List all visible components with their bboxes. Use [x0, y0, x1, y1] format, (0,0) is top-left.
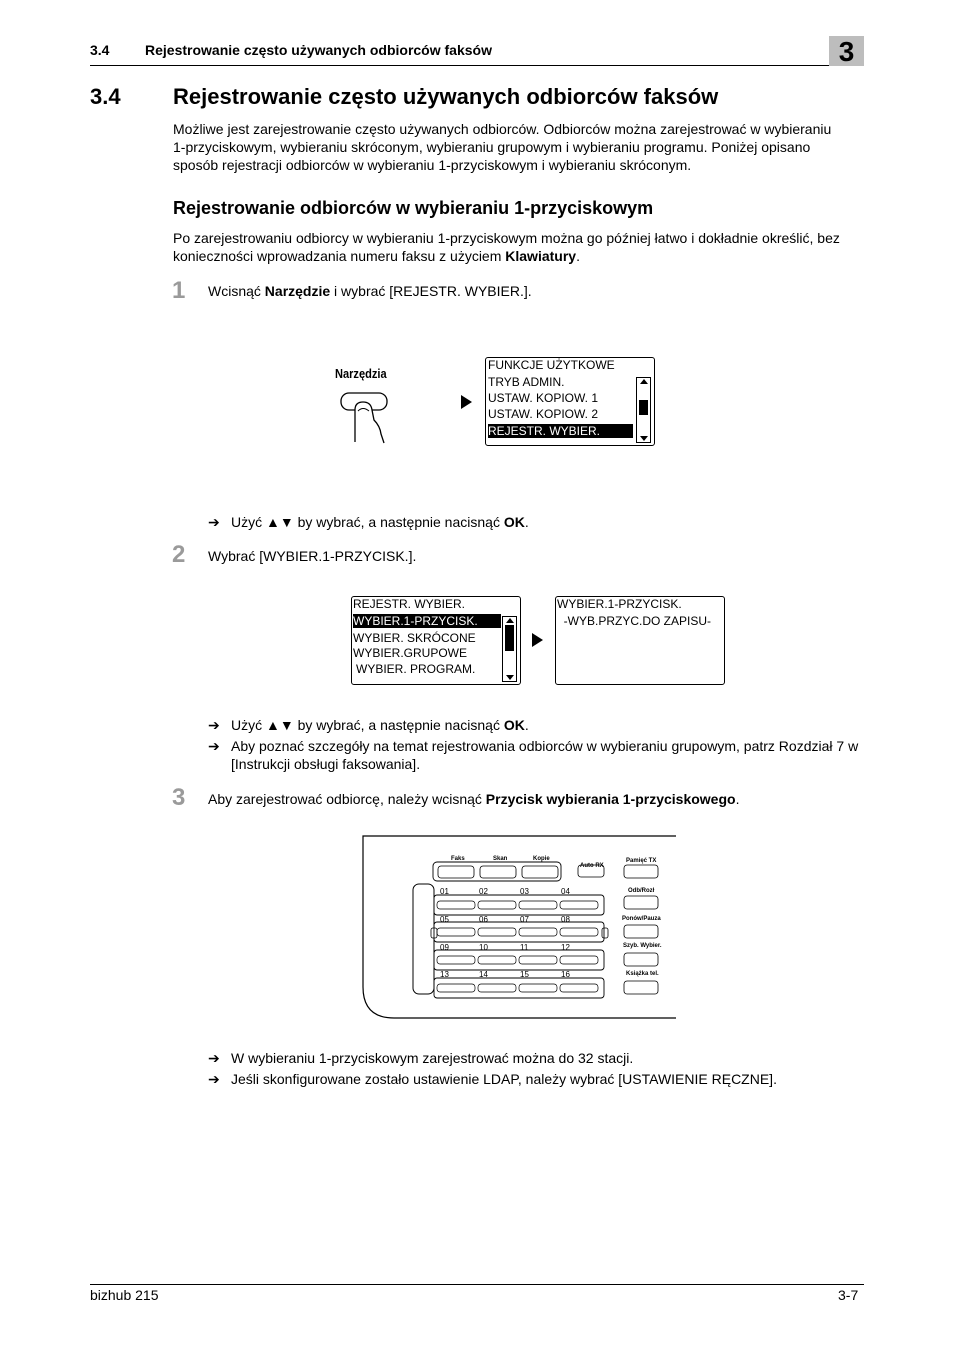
step-text-2: Wybrać [WYBIER.1-PRZYCISK.].: [208, 548, 417, 564]
memory-tx-label: Pamięć TX: [626, 858, 657, 864]
text-run: Użyć ▲▼ by wybrać, a następnie nacisnąć: [231, 514, 504, 530]
keyword-one-touch-key: Przycisk wybierania 1-przyciskowego: [485, 791, 736, 807]
one-touch-key-15[interactable]: 15: [520, 970, 529, 979]
keyword-ok: OK: [503, 717, 525, 733]
text-run: Wcisnąć: [208, 283, 265, 299]
scroll-thumb: [505, 625, 514, 651]
intro-line: Możliwe jest zarejestrowanie często używanych odbiorców. Odbiorców można zarejestrować w wybieraniu: [173, 121, 832, 137]
footer-product: bizhub 215: [90, 1287, 159, 1303]
arrow-right-icon: [532, 633, 543, 647]
section-title: Rejestrowanie często używanych odbiorców faksów: [173, 84, 719, 109]
lcd-line: WYBIER. SKRÓCONE: [353, 631, 476, 645]
step-number-3: 3: [172, 784, 186, 811]
one-touch-key-01[interactable]: 01: [440, 887, 449, 896]
note-3: [208, 737, 863, 773]
mode-label-fax: Faks: [451, 856, 465, 862]
lcd-line: USTAW. KOPIOW. 2: [488, 407, 599, 421]
scroll-up-icon: [506, 618, 514, 623]
header-rule: [90, 65, 864, 66]
scroll-thumb: [639, 400, 648, 415]
lcd-scrollbar: [502, 616, 517, 682]
mode-label-copy: Kopie: [533, 856, 550, 862]
lcd-line: FUNKCJE UŻYTKOWE: [488, 358, 615, 372]
note-4: [208, 1049, 863, 1067]
lcd-line: WYBIER.GRUPOWE: [353, 646, 468, 660]
step-number-2: 2: [172, 541, 186, 568]
one-touch-key-12[interactable]: 12: [561, 943, 570, 952]
lcd-screen-utilities: [485, 357, 655, 446]
one-touch-key-04[interactable]: 04: [561, 887, 570, 896]
lcd-screen-one-touch: [555, 596, 725, 685]
mode-label-scan: Skan: [493, 856, 508, 862]
one-touch-key-16[interactable]: 16: [561, 970, 570, 979]
lcd-line: WYBIER. PROGRAM.: [356, 662, 476, 676]
on-hook-label: Odb/Rozł: [628, 888, 655, 894]
lcd-scrollbar: [636, 377, 651, 443]
arrow-icon: ➔: [208, 717, 220, 733]
arrow-icon: ➔: [208, 738, 220, 754]
arrow-icon: ➔: [208, 1071, 220, 1087]
footer-page-number: 3-7: [838, 1287, 859, 1303]
scroll-down-icon: [640, 436, 648, 441]
one-touch-key-05[interactable]: 05: [440, 915, 449, 924]
intro-line: sposób rejestracji odbiorców w wybieraniu 1-przyciskowym i wybieraniu skróconym.: [173, 157, 692, 173]
lcd-selected-line: WYBIER.1-PRZYCISK.: [353, 614, 501, 628]
scroll-down-icon: [506, 675, 514, 680]
intro-line: 1-przyciskowym, wybieraniu skróconym, wybieraniu grupowym i wybieraniu programu. Poniżej opisano: [173, 139, 811, 155]
finger-press-icon: [338, 386, 398, 448]
auto-rx-label: Auto RX: [580, 863, 604, 869]
arrow-icon: ➔: [208, 1050, 220, 1066]
subsection-line: [173, 247, 863, 265]
one-touch-key-11[interactable]: 11: [520, 943, 529, 952]
one-touch-key-03[interactable]: 03: [520, 887, 529, 896]
one-touch-key-10[interactable]: 10: [479, 943, 488, 952]
one-touch-key-09[interactable]: 09: [440, 943, 449, 952]
subsection-paragraph: [173, 229, 863, 265]
control-panel-figure: [362, 835, 678, 1020]
text-run: i wybrać [REJESTR. WYBIER.].: [330, 283, 532, 299]
text-run: .: [735, 791, 740, 807]
arrow-icon: ➔: [208, 514, 220, 530]
one-touch-key-14[interactable]: 14: [479, 970, 488, 979]
speed-dial-label: Szyb. Wybier.: [623, 943, 662, 949]
lcd-line: USTAW. KOPIOW. 1: [488, 391, 599, 405]
lcd-line: REJESTR. WYBIER.: [353, 597, 466, 611]
note-text: [208, 513, 863, 531]
one-touch-key-07[interactable]: 07: [520, 915, 529, 924]
note-text: Jeśli skonfigurowane zostało ustawienie LDAP, należy wybrać [USTAWIENIE RĘCZNE].: [231, 1071, 777, 1087]
one-touch-key-08[interactable]: 08: [561, 915, 570, 924]
lcd-line: -WYB.PRZYC.DO ZAPISU-: [557, 614, 712, 628]
arrow-right-icon: [461, 395, 472, 409]
redial-pause-label: Ponów/Pauza: [622, 916, 661, 922]
keyword-narzedzie: Narzędzie: [264, 283, 331, 299]
text-run: konieczności wprowadzania numeru faksu z użyciem: [173, 248, 506, 264]
keyword-klawiatury: Klawiatury: [505, 248, 577, 264]
text-run: Użyć ▲▼ by wybrać, a następnie nacisnąć: [231, 717, 504, 733]
tools-key-label: Narzędzia: [335, 366, 387, 381]
step-number-1: 1: [172, 277, 186, 304]
lcd-line: WYBIER.1-PRZYCISK.: [557, 597, 682, 611]
text-run: .: [524, 717, 529, 733]
note-5: [208, 1070, 863, 1088]
scroll-up-icon: [640, 379, 648, 384]
text-run: .: [524, 514, 529, 530]
step-text-1: [208, 283, 532, 299]
one-touch-key-06[interactable]: 06: [479, 915, 488, 924]
step-text-3: [208, 791, 739, 807]
note-2: [208, 716, 863, 734]
running-header-section-number: 3.4: [90, 42, 110, 58]
note-text: W wybieraniu 1-przyciskowym zarejestrować można do 32 stacji.: [231, 1050, 634, 1066]
section-number: 3.4: [90, 84, 121, 109]
running-header-title: Rejestrowanie często używanych odbiorców faksów: [145, 42, 492, 58]
keyword-ok: OK: [503, 514, 525, 530]
address-book-label: Książka tel.: [626, 971, 659, 977]
note-1: [208, 513, 863, 531]
footer-rule: [90, 1284, 864, 1285]
note-text: [208, 716, 863, 734]
chapter-badge: 3: [829, 36, 864, 66]
lcd-selected-line: REJESTR. WYBIER.: [488, 424, 633, 438]
text-run: .: [576, 248, 580, 264]
one-touch-key-13[interactable]: 13: [440, 970, 449, 979]
lcd-screen-register-dial: [351, 596, 521, 685]
intro-paragraph: [173, 120, 863, 174]
subsection-title: Rejestrowanie odbiorców w wybieraniu 1-przyciskowym: [173, 198, 654, 218]
one-touch-key-02[interactable]: 02: [479, 887, 488, 896]
lcd-line: TRYB ADMIN.: [488, 375, 565, 389]
subsection-line: Po zarejestrowaniu odbiorcy w wybieraniu 1-przyciskowym można go później łatwo i dokładnie określić, bez: [173, 230, 840, 246]
note-text: Aby poznać szczegóły na temat rejestrowania odbiorców w wybieraniu grupowym, patrz Rozdział 7 w [Instrukcji obsługi faksowania].: [231, 738, 859, 772]
text-run: Aby zarejestrować odbiorcę, należy wcisnąć: [208, 791, 486, 807]
